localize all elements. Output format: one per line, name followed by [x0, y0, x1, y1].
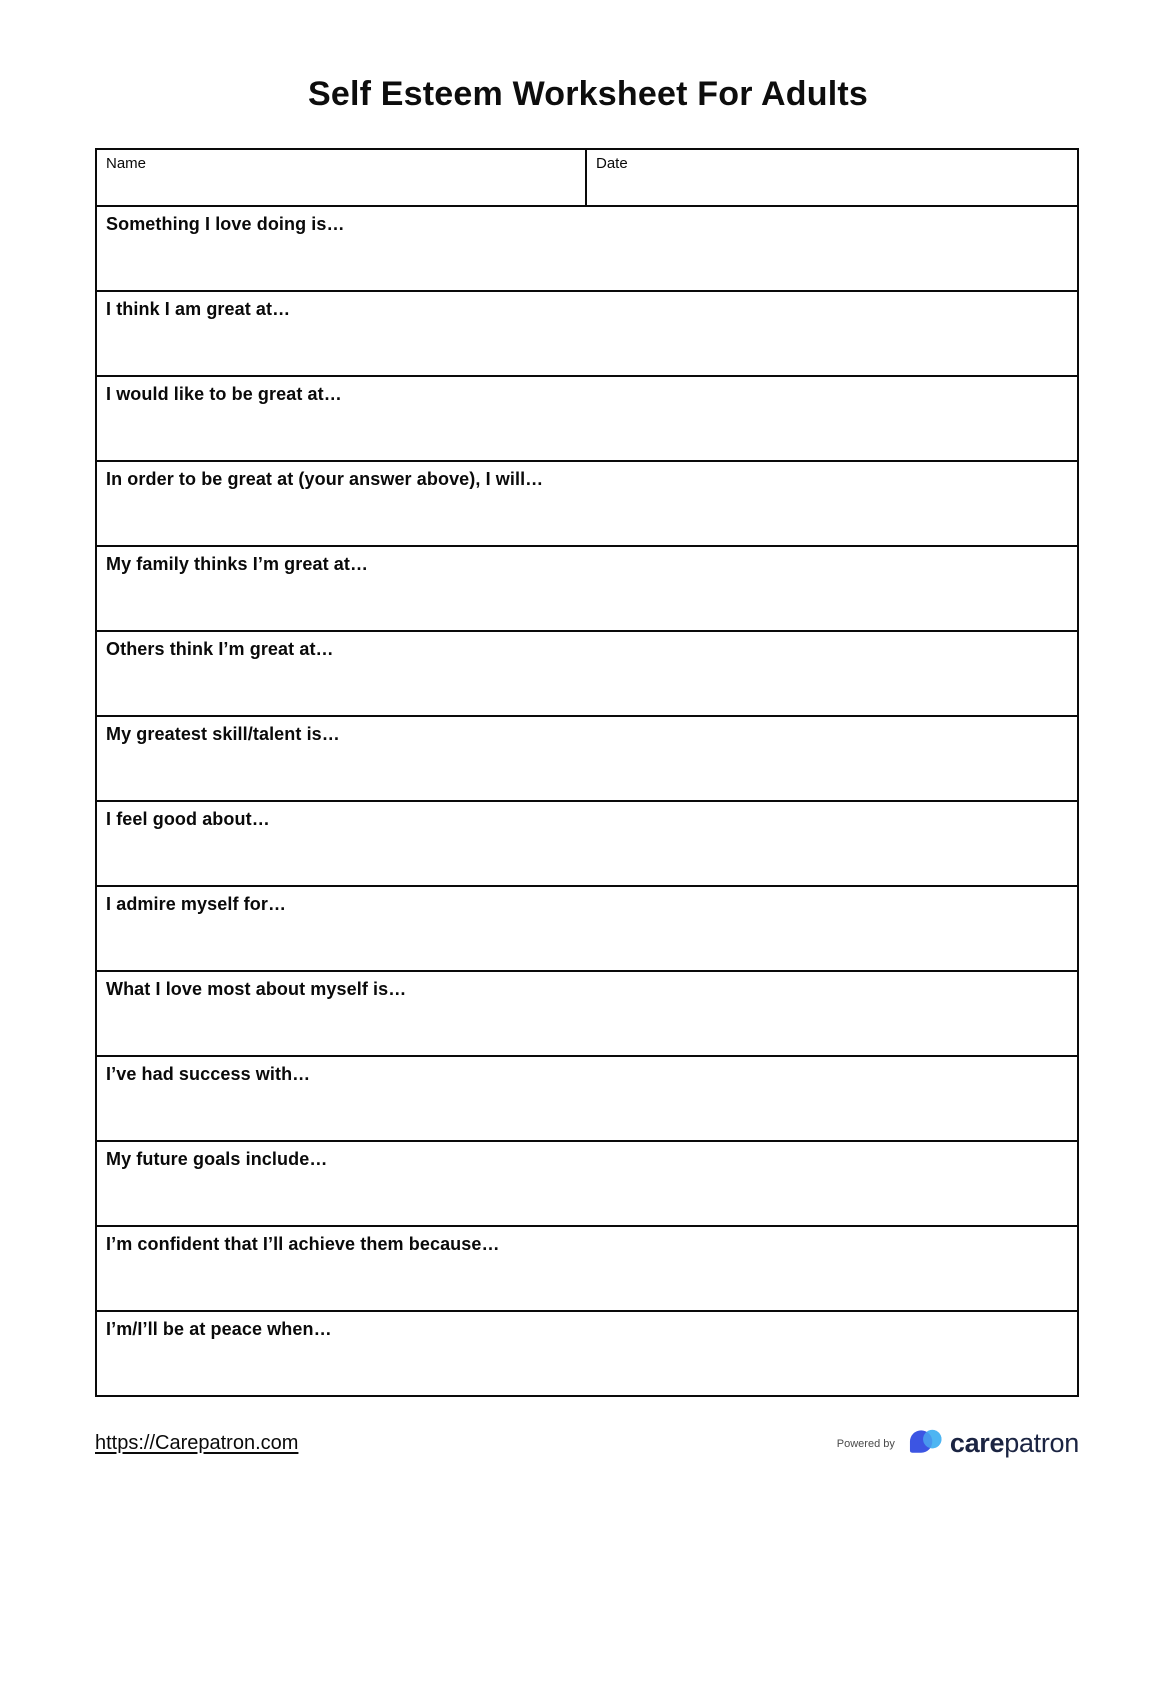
answer-area[interactable] — [97, 407, 1077, 460]
brand-care: care — [949, 1428, 1005, 1458]
prompt-row — [97, 290, 1077, 375]
prompt-row — [97, 715, 1077, 800]
prompt-row — [97, 885, 1077, 970]
prompt-label: I’ve had success with… — [106, 1064, 311, 1084]
answer-area[interactable] — [97, 1002, 1077, 1055]
answer-area[interactable] — [97, 492, 1077, 545]
prompt-label: Others think I’m great at… — [106, 639, 334, 659]
prompt-row — [97, 460, 1077, 545]
prompt-row — [97, 375, 1077, 460]
worksheet-table — [95, 148, 1079, 1397]
prompt-row — [97, 1310, 1077, 1395]
prompt-label: Something I love doing is… — [106, 214, 345, 234]
prompt-label: My family thinks I’m great at… — [106, 554, 369, 574]
date-field[interactable] — [587, 150, 1077, 205]
answer-area[interactable] — [97, 1257, 1077, 1310]
carepatron-link[interactable]: https://Carepatron.com — [95, 1432, 299, 1454]
answer-area[interactable] — [97, 1342, 1077, 1395]
name-date-row — [97, 150, 1077, 205]
prompt-row — [97, 1140, 1077, 1225]
answer-area[interactable] — [97, 1172, 1077, 1225]
brand-patron: patron — [1004, 1428, 1079, 1458]
answer-area[interactable] — [97, 832, 1077, 885]
answer-area[interactable] — [97, 662, 1077, 715]
answer-area[interactable] — [97, 237, 1077, 290]
worksheet-page — [0, 74, 1176, 1704]
prompt-row — [97, 1225, 1077, 1310]
name-label: Name — [106, 155, 147, 172]
answer-area[interactable] — [97, 322, 1077, 375]
prompt-label: What I love most about myself is… — [106, 979, 407, 999]
prompt-row — [97, 970, 1077, 1055]
page-title: Self Esteem Worksheet For Adults — [308, 75, 868, 113]
answer-area[interactable] — [97, 917, 1077, 970]
prompt-row — [97, 630, 1077, 715]
prompt-label: I would like to be great at… — [106, 384, 342, 404]
prompt-row — [97, 545, 1077, 630]
prompt-label: I admire myself for… — [106, 894, 287, 914]
prompt-row — [97, 1055, 1077, 1140]
prompt-row — [97, 800, 1077, 885]
answer-area[interactable] — [97, 747, 1077, 800]
prompt-label: I’m confident that I’ll achieve them because… — [106, 1234, 500, 1254]
answer-area[interactable] — [97, 1087, 1077, 1140]
date-label: Date — [596, 155, 628, 172]
prompt-label: I’m/I’ll be at peace when… — [106, 1319, 332, 1339]
powered-by-label: Powered by — [836, 1437, 895, 1450]
prompt-label: My future goals include… — [106, 1149, 328, 1169]
prompt-label: In order to be great at (your answer above), I will… — [106, 469, 544, 489]
answer-area[interactable] — [97, 577, 1077, 630]
prompt-label: I think I am great at… — [106, 299, 291, 319]
prompt-label: My greatest skill/talent is… — [106, 724, 340, 744]
prompt-row — [97, 205, 1077, 290]
prompt-label: I feel good about… — [106, 809, 270, 829]
